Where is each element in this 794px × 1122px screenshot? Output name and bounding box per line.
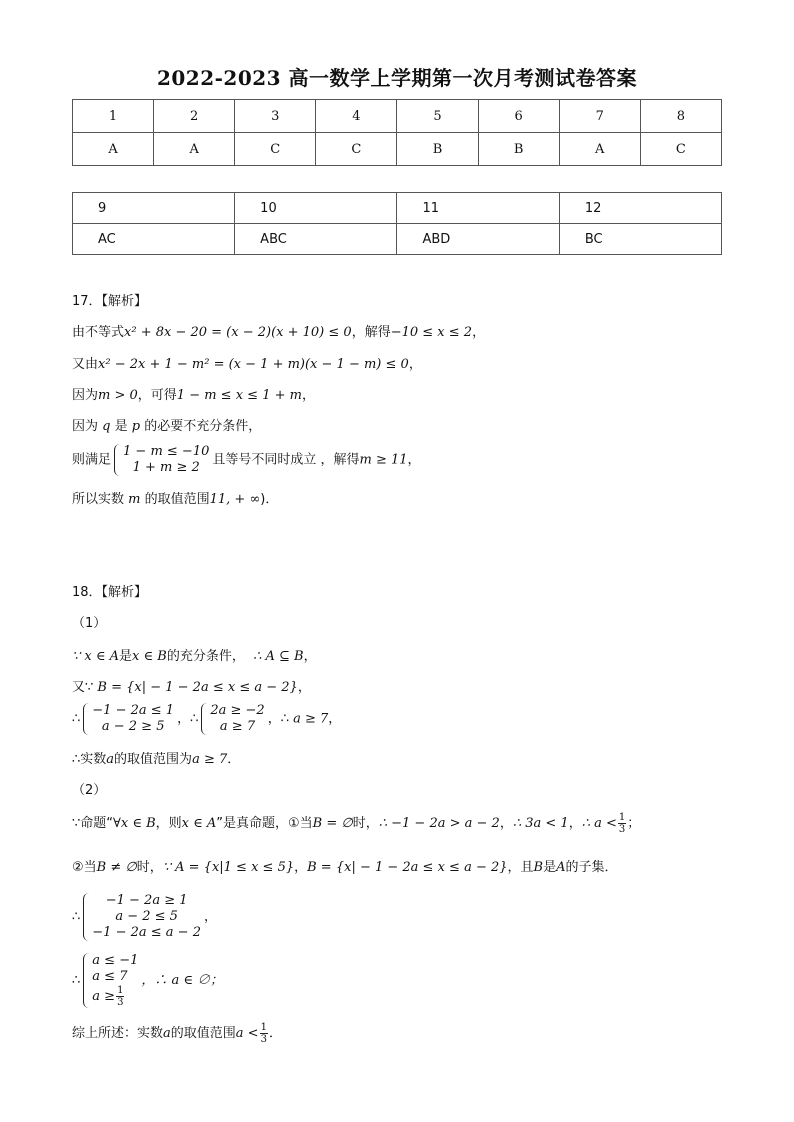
numerator: 1	[260, 1022, 267, 1033]
q18-p1-line-1	[72, 645, 317, 664]
answer-cell: A	[154, 133, 235, 166]
q17-line-5	[72, 444, 421, 476]
text: 时，	[136, 860, 163, 875]
text: 是	[543, 860, 557, 875]
left-brace	[114, 444, 121, 476]
text: ，	[408, 357, 422, 372]
math: B = ∅	[312, 816, 353, 831]
q18-p2-line-3	[72, 893, 217, 941]
q18-p2-line-1	[72, 812, 640, 835]
answer-cell: C	[640, 133, 721, 166]
text: ，则	[155, 816, 182, 831]
text: ∴实数	[72, 752, 107, 767]
text: 是	[119, 649, 133, 664]
text: 且等号不同时成立 ，解得	[212, 452, 360, 468]
text: 是	[110, 419, 132, 434]
text: ，解得	[351, 325, 391, 340]
question-number: 11	[397, 193, 559, 224]
q18-part-1-label: （1）	[72, 616, 107, 631]
system-row: −1 − 2a ≤ 1	[92, 703, 175, 718]
q18-part-2-label: （2）	[72, 783, 107, 798]
text: ∴	[72, 973, 81, 988]
text: 的充分条件，	[166, 649, 245, 664]
math: −10 ≤ x ≤ 2	[390, 325, 473, 340]
text: ，∴	[267, 711, 294, 727]
q18-p1-line-3	[72, 703, 341, 735]
math: ∵ A = {x|1 ≤ x ≤ 5}	[162, 860, 295, 875]
numerator: 1	[117, 985, 124, 996]
q17-line-4	[72, 415, 261, 434]
text: ”是真命题，①当	[216, 816, 313, 831]
text: 又由	[72, 357, 99, 372]
math: B = {x| − 1 − 2a ≤ x ≤ a − 2}	[307, 860, 508, 875]
system-row: a ≤ −1	[92, 953, 139, 968]
text: ，	[294, 860, 308, 875]
text: 因为	[72, 419, 103, 434]
math: x ∈ A	[181, 816, 217, 831]
equation-system	[83, 953, 138, 1008]
math: m > 0	[98, 388, 138, 403]
answer-row	[73, 224, 722, 255]
text: ②当	[72, 860, 97, 875]
math: a ≥ 7	[192, 752, 228, 767]
math: a	[106, 752, 115, 767]
text: 所以实数	[72, 492, 129, 507]
question-number: 10	[235, 193, 397, 224]
q18-heading: 18．【解析】	[72, 585, 148, 600]
q18-p2-line-2	[72, 856, 618, 875]
text: ，且	[507, 860, 534, 875]
text: ，	[297, 680, 311, 695]
question-number: 2	[154, 100, 235, 133]
left-brace	[201, 703, 208, 735]
q17-line-6	[72, 488, 278, 507]
question-number: 4	[316, 100, 397, 133]
text: ，	[472, 325, 486, 340]
system-row: a ≥ 7	[219, 719, 256, 734]
math: A	[556, 860, 566, 875]
question-number: 7	[559, 100, 640, 133]
q18-p1-line-4	[72, 748, 240, 767]
numerator: 1	[618, 812, 626, 823]
answer-table-2	[72, 192, 722, 255]
math: ，∴ a ∈ ∅；	[141, 973, 224, 988]
math: ∴ −1 − 2a > a − 2	[378, 816, 500, 831]
math: x² + 8x − 20 = (x − 2)(x + 10) ≤ 0	[124, 325, 352, 340]
math: B	[533, 860, 544, 875]
system-row: a ≤ 7	[92, 969, 128, 984]
answer-cell: A	[559, 133, 640, 166]
math: ∵ x ∈ A	[72, 649, 120, 664]
equation-system	[114, 444, 209, 476]
answer-cell: C	[235, 133, 316, 166]
system-row: 1 + m ≥ 2	[132, 460, 200, 475]
math: 1 − m ≤ x ≤ 1 + m	[176, 388, 302, 403]
text: 综上所述：实数	[72, 1026, 164, 1041]
equation-system	[83, 703, 174, 735]
system-row: 2a ≥ −2	[210, 703, 265, 718]
question-number-row	[73, 100, 722, 133]
question-number: 12	[559, 193, 721, 224]
text: 的取值范围	[140, 492, 210, 507]
text: 因为	[72, 388, 99, 403]
text: ，∴	[177, 711, 199, 727]
left-brace	[83, 703, 90, 735]
answer-cell: ABC	[235, 224, 397, 255]
answer-cell: B	[397, 133, 478, 166]
answer-row	[73, 133, 722, 166]
math: ∴ a <	[581, 816, 617, 831]
math: m	[128, 492, 141, 507]
text: ．	[227, 752, 241, 767]
denominator: 3	[117, 997, 124, 1008]
equation-system	[201, 703, 264, 735]
answer-cell: B	[478, 133, 559, 166]
text: ；	[627, 816, 641, 831]
system-row: a − 2 ≥ 5	[101, 719, 165, 734]
question-number: 6	[478, 100, 559, 133]
fraction	[260, 1022, 268, 1045]
question-number: 8	[640, 100, 721, 133]
text: 则满足	[72, 452, 112, 468]
math: x² − 2x + 1 − m² = (x − 1 + m)(x − 1 − m) ≤ 0	[98, 357, 409, 372]
answer-cell: ABD	[397, 224, 559, 255]
math: m ≥ 11	[359, 452, 408, 468]
text: ，	[203, 909, 217, 925]
math: a ≥ 7	[293, 711, 329, 727]
q18-p2-line-4	[72, 953, 223, 1008]
math: a <	[235, 1026, 259, 1041]
text: ∴	[72, 711, 81, 727]
text: 的必要不充分条件，	[140, 419, 262, 434]
answer-cell: A	[73, 133, 154, 166]
math: ∀x ∈ B	[113, 816, 156, 831]
question-number: 5	[397, 100, 478, 133]
text: ，	[407, 452, 421, 468]
text: ，	[328, 711, 342, 727]
answer-table-1	[72, 99, 722, 166]
math: ∴ 3a < 1	[512, 816, 569, 831]
equation-system	[83, 893, 201, 941]
answer-cell: C	[316, 133, 397, 166]
denominator: 3	[618, 824, 626, 835]
text: ，可得	[137, 388, 177, 403]
denominator: 3	[260, 1034, 267, 1045]
system-row: −1 − 2a ≥ 1	[105, 893, 188, 908]
q18-p2-line-5	[72, 1022, 282, 1045]
text: ，	[303, 649, 317, 664]
system-row: a − 2 ≤ 5	[115, 909, 178, 924]
left-brace	[83, 893, 90, 941]
text: ∴	[72, 909, 81, 925]
left-brace	[83, 953, 90, 1008]
text: ．	[268, 1026, 282, 1041]
system-row: 1 − m ≤ −10	[123, 444, 210, 459]
question-number-row	[73, 193, 722, 224]
text: 的取值范围为	[114, 752, 193, 767]
math: 11, + ∞	[209, 492, 261, 507]
q17-line-3	[72, 384, 315, 403]
q17-line-1	[72, 321, 485, 340]
page-title: 2022-2023 高一数学上学期第一次月考测试卷答案	[156, 66, 638, 90]
text: 又∵	[72, 680, 98, 695]
math: q	[102, 419, 111, 434]
math: a	[163, 1026, 171, 1041]
fraction	[116, 985, 124, 1008]
text: 由不等式	[72, 325, 125, 340]
q18-p1-line-2	[72, 676, 311, 695]
question-number: 9	[73, 193, 235, 224]
text: ∵命题“	[72, 816, 114, 831]
text: ，	[301, 388, 315, 403]
text: ，	[568, 816, 582, 831]
question-number: 3	[235, 100, 316, 133]
fraction	[618, 812, 626, 835]
answer-cell: BC	[559, 224, 721, 255]
q17-line-2	[72, 353, 422, 372]
math: p	[131, 419, 141, 434]
math: ∴ A ⊆ B	[253, 649, 304, 664]
text: ，	[499, 816, 513, 831]
math: a ≥	[92, 989, 116, 1004]
math: B = {x| − 1 − 2a ≤ x ≤ a − 2}	[97, 680, 298, 695]
math: B ≠ ∅	[96, 860, 137, 875]
text: )．	[260, 492, 279, 507]
question-number: 1	[73, 100, 154, 133]
system-row	[92, 985, 138, 1008]
text: 的取值范围	[170, 1026, 236, 1041]
answer-cell: AC	[73, 224, 235, 255]
math: x ∈ B	[132, 649, 167, 664]
system-row: −1 − 2a ≤ a − 2	[92, 925, 201, 940]
q17-heading: 17．【解析】	[72, 294, 148, 309]
text: 的子集．	[565, 860, 618, 875]
text: 时，	[352, 816, 379, 831]
